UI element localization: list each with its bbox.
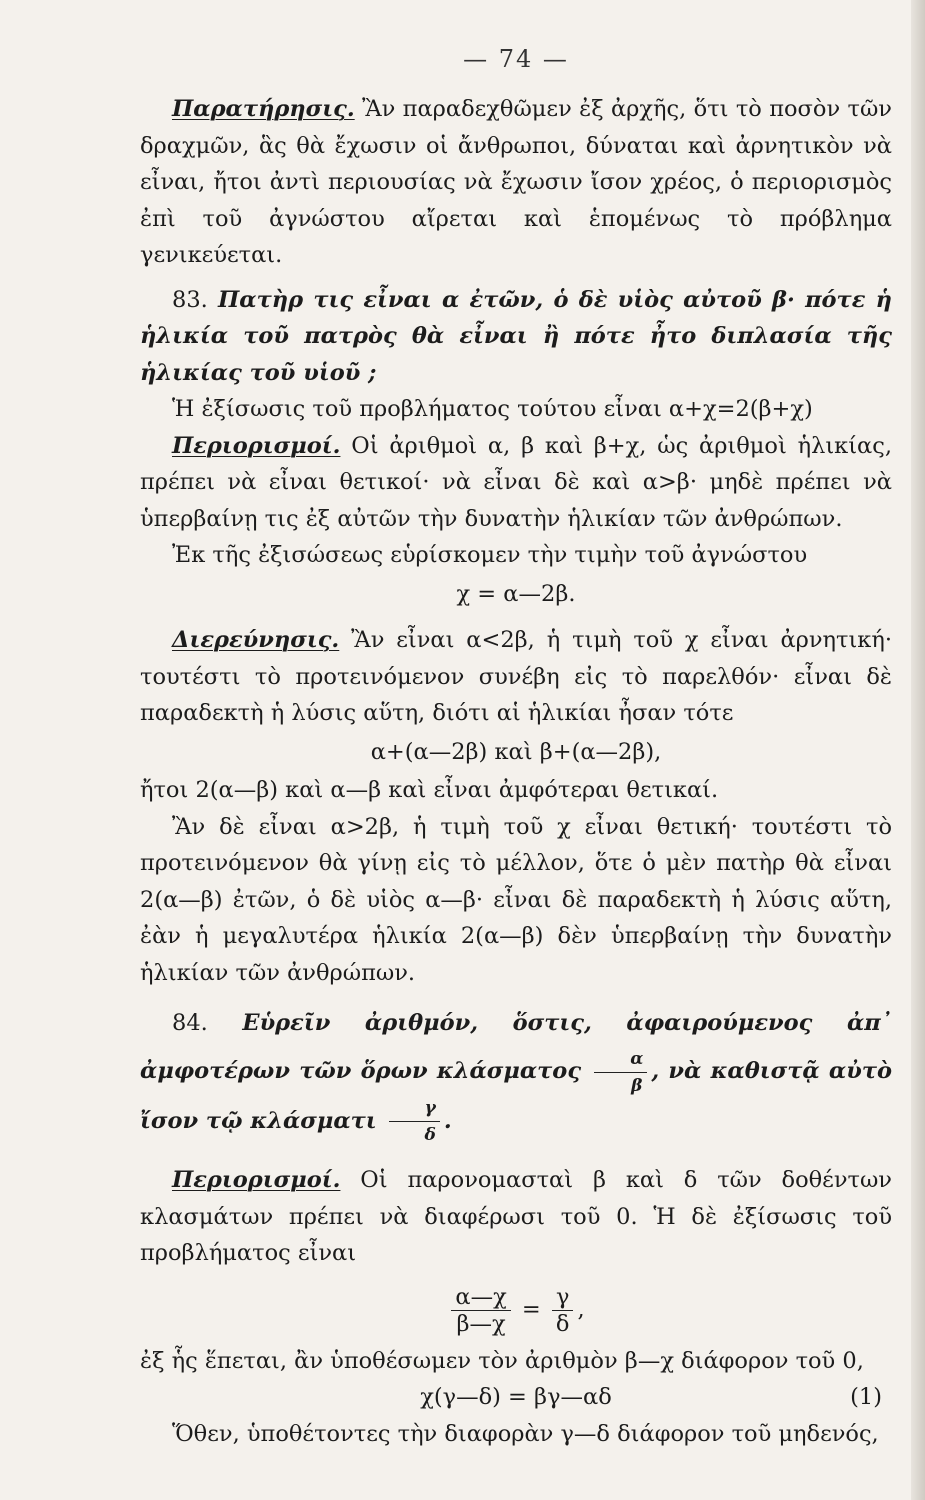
equation-1-label: (1) [850, 1384, 882, 1410]
observation-text: Ἂν παραδεχθῶμεν ἐξ ἀρχῆς, ὅτι τὸ ποσὸν τῶν δραχμῶν, ἃς θὰ ἔχωσιν οἱ ἄνθρωποι, δύναται καὶ ἀρνητικὸν νὰ εἶναι, ἤτοι ἀντὶ περιουσίας νὰ ἔχωσιν ἴσον χρέος, ὁ περιορισμὸς ἐπὶ τοῦ ἀγνώστου αἴρεται καὶ ἑπομένως τὸ πρόβλημα γενικεύεται. [140, 96, 892, 268]
right-denominator: δ [555, 1310, 570, 1337]
problem-84-number: 84. [172, 1010, 208, 1036]
book-page [140, 45, 892, 1452]
problem-83-equation-line: Ἡ ἐξίσωσις τοῦ προβλήματος τούτου εἶναι α+χ=2(β+χ) [172, 396, 813, 422]
left-denominator: β—χ [456, 1310, 506, 1337]
equation-1-body: χ(γ—δ) = βγ—αδ [420, 1384, 612, 1410]
problem-84-restrictions [140, 1162, 892, 1272]
problem-84-statement [140, 999, 892, 1146]
left-numerator: α—χ [451, 1286, 510, 1311]
restrictions-heading-84: Περιορισμοί. [172, 1167, 341, 1193]
restrictions-heading-83: Περιορισμοί. [172, 432, 341, 459]
equals-sign: = [521, 1296, 541, 1322]
fraction-beta-denominator: β [631, 1075, 643, 1096]
problem-84-follow-text: ἐξ ἧς ἕπεται, ἂν ὑποθέσωμεν τὸν ἀριθμὸν β—χ διάφορον τοῦ 0, [140, 1347, 864, 1374]
right-fraction [552, 1283, 574, 1337]
observation-heading: Παρατήρησις. [172, 96, 355, 122]
problem-84-text-part1: Εὑρεῖν ἀριθμόν, ὅστις, ἀφαιρούμενος ἀπ᾽ ἀμφοτέρων τῶν ὅρων κλάσματος [140, 1010, 892, 1084]
problem-83-solution: χ = α—2β. [456, 580, 576, 607]
second-case-paragraph: Ἂν δὲ εἶναι α>2β, ἡ τιμὴ τοῦ χ εἶναι θετική· τουτέστι τὸ προτεινόμενον θὰ γίνῃ εἰς τὸ μέλλον, ὅτε ὁ μὲν πατὴρ θὰ εἶναι 2(α—β) ἐτῶν, ὁ δὲ υἱὸς α—β· εἶναι δὲ παραδεκτὴ ἡ λύσις αὕτη, ἐὰν ἡ μεγαλυτέρα ἡλικία 2(α—β) δὲν ὑπερβαίνῃ τὴν δυνατὴν ἡλικίαν τῶν ἀνθρώπων. [140, 813, 892, 986]
right-numerator: γ [552, 1286, 574, 1311]
fraction-alpha-numerator: α [594, 1048, 647, 1073]
fraction-alpha-beta [594, 1048, 647, 1097]
restrictions-text-83: Οἱ ἀριθμοὶ α, β καὶ β+χ, ὡς ἀριθμοὶ ἡλικίας, πρέπει νὰ εἶναι θετικοί· νὰ εἶναι δὲ καὶ α>β· μηδὲ πρέπει νὰ ὑπερβαίνῃ τις ἐξ αὐτῶν τὴν δυνατὴν ἡλικίαν τῶν ἀνθρώπων. [140, 432, 892, 532]
problem-84-text-end: . [443, 1107, 452, 1134]
ages-equation: α+(α—2β) καὶ β+(α—2β), [370, 738, 662, 765]
problem-83-text: Πατὴρ τις εἶναι α ἐτῶν, ὁ δὲ υἱὸς αὐτοῦ β· πότε ἡ ἡλικία τοῦ πατρὸς θὰ εἶναι ἢ πότε ἦτο διπλασία τῆς ἡλικίας τοῦ υἱοῦ ; [140, 286, 892, 386]
fraction-equation [140, 1283, 892, 1337]
discussion-text: Ἂν εἶναι α<2β, ἡ τιμὴ τοῦ χ εἶναι ἀρνητική· τουτέστι τὸ προτεινόμενον συνέβη εἰς τὸ παρελθόν· εἶναι δὲ παραδεκτὴ ἡ λύσις αὕτη, διότι αἱ ἡλικίαι ἦσαν τότε [140, 627, 892, 726]
page-binding-edge [911, 0, 925, 1500]
observation-paragraph [140, 91, 892, 274]
problem-84-final-text: Ὅθεν, ὑποθέτοντες τὴν διαφορὰν γ—δ διάφορον τοῦ μηδενός, [172, 1420, 879, 1447]
left-fraction [451, 1283, 510, 1337]
page-number: — 74 — [463, 45, 569, 73]
restrictions-text-84: Οἱ παρονομασταὶ β καὶ δ τῶν δοθέντων κλασμάτων πρέπει νὰ διαφέρωσι τοῦ 0. Ἡ δὲ ἐξίσωσις τοῦ προβλήματος εἶναι [140, 1167, 892, 1266]
problem-83-solve-text: Ἐκ τῆς ἐξισώσεως εὑρίσκομεν τὴν τιμὴν τοῦ ἀγνώστου [172, 542, 808, 568]
fraction-gamma-numerator: γ [389, 1097, 440, 1122]
equation-comma: , [577, 1296, 585, 1322]
fraction-gamma-delta [389, 1097, 440, 1146]
discussion-heading: Διερεύνησις. [172, 627, 340, 653]
problem-83-discussion [140, 622, 892, 732]
problem-84-text-part2: , νὰ καθιστᾷ αὐτὸ ἴσον τῷ κλάσματι [140, 1058, 892, 1134]
problem-83-restrictions [140, 428, 892, 538]
ages-followup: ἤτοι 2(α—β) καὶ α—β καὶ εἶναι ἀμφότεραι θετικαί. [140, 777, 719, 803]
problem-83-number: 83. [172, 286, 208, 313]
equation-1 [140, 1379, 892, 1416]
problem-83-statement [140, 282, 892, 392]
fraction-delta-denominator: δ [424, 1125, 436, 1145]
